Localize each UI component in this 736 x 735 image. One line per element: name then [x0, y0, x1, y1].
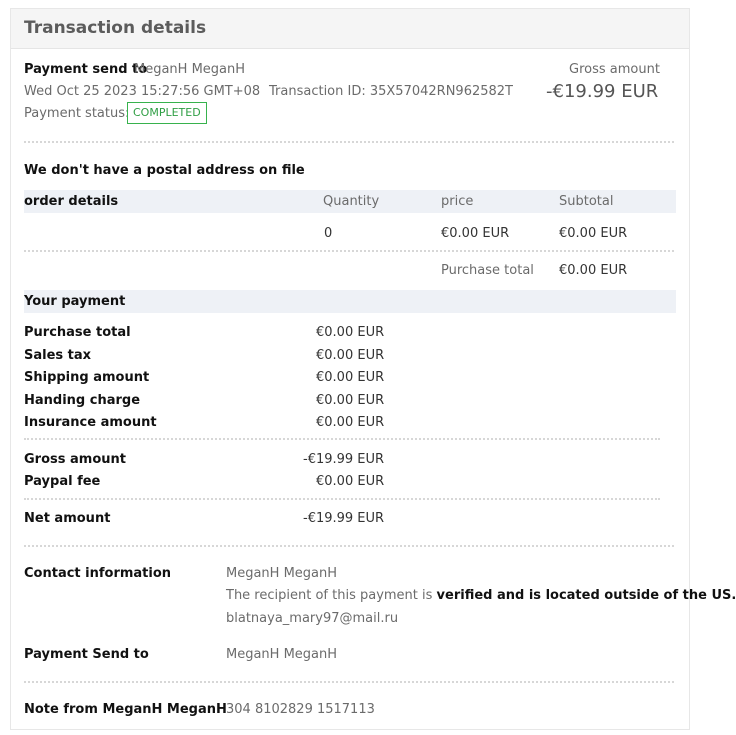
postal-address-note: We don't have a postal address on file	[24, 163, 305, 178]
payment-status-label: Payment status:	[24, 106, 130, 121]
paypal-fee-label: Paypal fee	[24, 474, 101, 489]
gross-amount-row-value: -€19.99 EUR	[303, 452, 385, 467]
payment-line-value: €0.00 EUR	[316, 415, 385, 430]
transaction-id: Transaction ID: 35X57042RN962582T	[269, 84, 513, 99]
paypal-fee-value: €0.00 EUR	[316, 474, 385, 489]
gross-amount-row-label: Gross amount	[24, 452, 126, 467]
recipient-name: MeganH MeganH	[134, 62, 246, 77]
gross-amount-label: Gross amount	[569, 62, 660, 77]
status-badge: COMPLETED	[127, 102, 207, 124]
divider	[24, 498, 660, 500]
contact-email: blatnaya_mary97@mail.ru	[226, 611, 399, 626]
payment-send-to-name: MeganH MeganH	[226, 647, 338, 662]
payment-send-to-label: Payment send to	[24, 62, 148, 77]
quantity-header: Quantity	[323, 194, 380, 209]
divider	[24, 681, 674, 683]
page-title: Transaction details	[24, 18, 207, 38]
gross-amount-value: -€19.99 EUR	[546, 81, 659, 102]
payment-line-value: €0.00 EUR	[316, 325, 385, 340]
payment-line-label: Handing charge	[24, 393, 141, 408]
contact-information-label: Contact information	[24, 566, 172, 581]
price-header: price	[441, 194, 474, 209]
divider	[24, 545, 674, 547]
payment-line-value: €0.00 EUR	[316, 370, 385, 385]
subtotal-header: Subtotal	[559, 194, 614, 209]
transaction-datetime: Wed Oct 25 2023 15:27:56 GMT+08	[24, 84, 261, 99]
payment-line-value: €0.00 EUR	[316, 348, 385, 363]
order-quantity: 0	[324, 226, 333, 241]
recipient-notice	[226, 588, 736, 603]
note-text: 304 8102829 1517113	[226, 702, 375, 717]
note-label: Note from MeganH MeganH	[24, 702, 227, 717]
card-header	[11, 9, 689, 49]
net-amount-value: -€19.99 EUR	[303, 511, 385, 526]
your-payment-header: Your payment	[24, 294, 126, 309]
payment-line-label: Shipping amount	[24, 370, 150, 385]
order-details-header: order details	[24, 194, 119, 209]
purchase-total-value: €0.00 EUR	[559, 263, 628, 278]
contact-name: MeganH MeganH	[226, 566, 338, 581]
purchase-total-label: Purchase total	[441, 263, 534, 278]
divider	[24, 250, 674, 252]
recipient-notice-prefix: The recipient of this payment is	[226, 588, 437, 603]
order-subtotal: €0.00 EUR	[559, 226, 628, 241]
payment-line-value: €0.00 EUR	[316, 393, 385, 408]
divider	[24, 438, 660, 440]
divider	[24, 141, 674, 143]
payment-line-label: Sales tax	[24, 348, 92, 363]
payment-line-label: Insurance amount	[24, 415, 157, 430]
net-amount-label: Net amount	[24, 511, 111, 526]
order-price: €0.00 EUR	[441, 226, 510, 241]
recipient-notice-verified: verified and is located outside of the US.	[436, 588, 736, 603]
payment-line-label: Purchase total	[24, 325, 131, 340]
payment-send-to-section-label: Payment Send to	[24, 647, 149, 662]
